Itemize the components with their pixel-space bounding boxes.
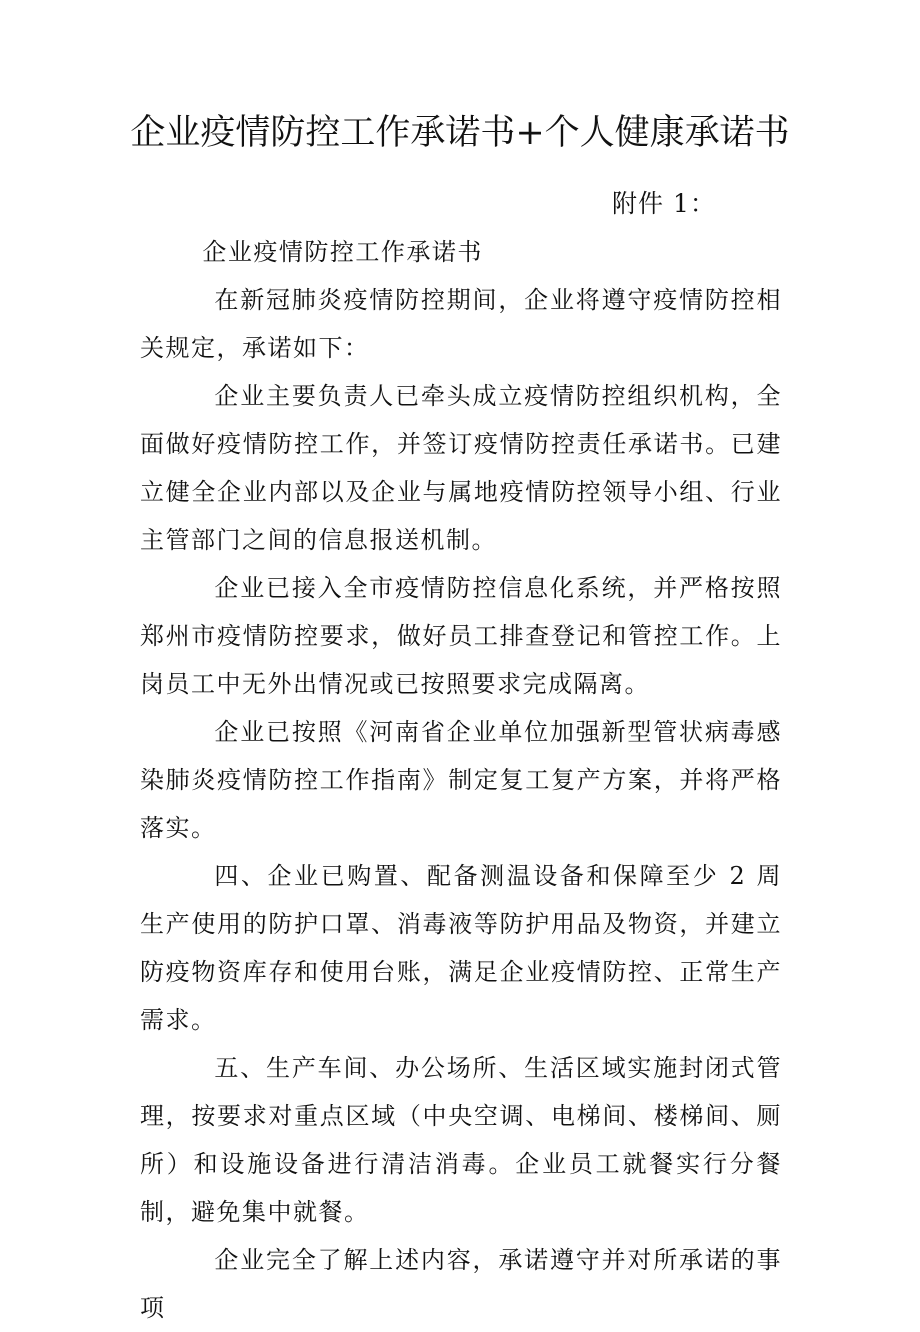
document-subtitle: 企业疫情防控工作承诺书 — [202, 238, 483, 266]
document-title: 企业疫情防控工作承诺书+个人健康承诺书 — [130, 113, 790, 153]
paragraph-4: 四、企业已购置、配备测温设备和保障至少 2 周生产使用的防护口罩、消毒液等防护用品及物资，并建立防疫物资库存和使用台账，满足企业疫情防控、正常生产需求。 — [140, 862, 782, 1034]
document-body — [140, 228, 782, 1332]
paragraph-6: 企业完全了解上述内容，承诺遵守并对所承诺的事项 — [140, 1246, 782, 1322]
paragraph-5: 五、生产车间、办公场所、生活区域实施封闭式管理，按要求对重点区域（中央空调、电梯间、楼梯间、厕所）和设施设备进行清洁消毒。企业员工就餐实行分餐制，避免集中就餐。 — [140, 1054, 782, 1226]
paragraph-3: 企业已按照《河南省企业单位加强新型管状病毒感染肺炎疫情防控工作指南》制定复工复产方案，并将严格落实。 — [140, 718, 782, 842]
paragraph-intro: 在新冠肺炎疫情防控期间，企业将遵守疫情防控相关规定，承诺如下： — [140, 286, 782, 362]
paragraph-2: 企业已接入全市疫情防控信息化系统，并严格按照郑州市疫情防控要求，做好员工排查登记和管控工作。上岗员工中无外出情况或已按照要求完成隔离。 — [140, 574, 782, 698]
annex-label: 附件 1： — [612, 189, 716, 218]
paragraph-1: 企业主要负责人已牵头成立疫情防控组织机构，全面做好疫情防控工作，并签订疫情防控责任承诺书。已建立健全企业内部以及企业与属地疫情防控领导小组、行业主管部门之间的信息报送机制。 — [140, 382, 782, 554]
